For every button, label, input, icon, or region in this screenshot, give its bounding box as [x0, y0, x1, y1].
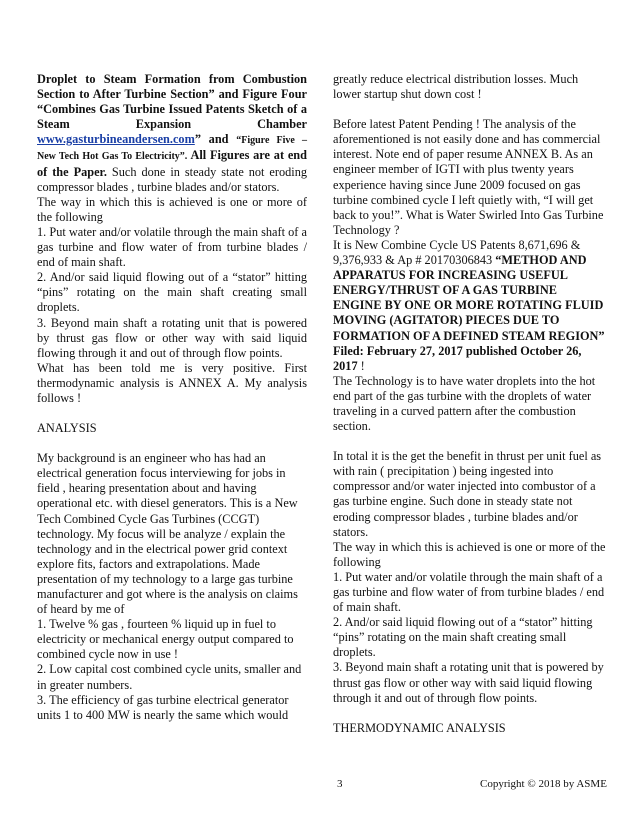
analysis-heading: ANALYSIS [37, 421, 97, 436]
claim-2: 2. Low capital cost combined cycle units, smaller and in greater numbers. [37, 662, 302, 692]
figure-five-caption: “Figure Five – New Tech Hot Gas To Electricity”. [37, 135, 307, 163]
list-item-3: 3. Beyond main shaft a rotating unit that is powered by thrust gas flow or other way with said liquid flowing through it and out of through flow points. [37, 315, 307, 360]
patent-pending-paragraph: Before latest Patent Pending ! The analysis of the aforementioned is not easily done and has commercial interest. Note end of paper resume ANNEX B. As an engineer member of IGTI with plus twenty years experience having since June 2009 focused on gas turbine combined cycle I left quietly with, “I will get back to you!”. What is Water Swirled Into Gas Turbine Technology ? [333, 117, 604, 237]
patent-title: “METHOD AND APPARATUS FOR INCREASING USEFUL ENERGY/THRUST OF A GAS TURBINE ENGINE BY ONE OR MORE ROTATING FLUID MOVING (AGITATOR) PIECES DUE TO FORMATION OF A DEFINED STEAM REGION” Filed: February 27, 2017 published October 26, 2017 [333, 253, 605, 373]
patents-end: ! [357, 358, 365, 373]
told-paragraph: What has been told me is very positive. First thermodynamic analysis is ANNEX A. My analysis follows ! [37, 360, 307, 405]
way-paragraph: The way in which this is achieved is one or more of the following [37, 194, 307, 224]
page-number: 3 [337, 778, 343, 790]
right-column [333, 72, 607, 736]
left-column [37, 72, 307, 723]
title-part-b: ” and [194, 132, 237, 147]
title-part-a: Droplet to Steam Formation from Combustion Section to After Turbine Section” and Figure Four “Combines Gas Turbine Issued Patents Sketch of a Steam Expansion Chamber [37, 72, 307, 132]
list-item-2: 2. And/or said liquid flowing out of a “stator” hitting “pins” rotating on the main shaft creating small droplets. [37, 270, 307, 315]
claim-3: 3. The efficiency of gas turbine electrical generator units 1 to 400 MW is nearly the same which would [37, 692, 289, 722]
technology-paragraph: The Technology is to have water droplets into the hot end part of the gas turbine with the droplets of water traveling in a curved pattern after the combustion section. [333, 373, 596, 434]
distribution-paragraph: greatly reduce electrical distribution losses. Much lower startup shut down cost ! [333, 72, 579, 102]
intro-rest: Such done in steady state not eroding compressor blades , turbine blades and/or stators. [37, 164, 307, 194]
background-paragraph: My background is an engineer who has had an electrical generation focus interviewing for jobs in field , hearing presentation about and having operational etc. with diesel generators. This is a New Tech Combined Cycle Gas Turbines (CCGT) technology. My focus will be analyze / explain the technology and in the electrical power grid context explore fits, factors and extrapolations. Made presentation of my technology to a large gas turbine manufacturer and got where is the analysis on claims of heard by me of [37, 451, 298, 617]
thermo-heading: THERMODYNAMIC ANALYSIS [333, 720, 506, 735]
intro-paragraph [37, 72, 307, 195]
copyright-notice: Copyright © 2018 by ASME [480, 778, 607, 790]
list-item-1-right: 1. Put water and/or volatile through the main shaft of a gas turbine and flow water of from turbine blades / end of main shaft. [333, 569, 605, 615]
claim-1: 1. Twelve % gas , fourteen % liquid up in fuel to electricity or mechanical energy output compared to combined cycle now in use ! [37, 617, 294, 662]
website-link[interactable]: www.gasturbineandersen.com [37, 132, 195, 147]
title-part-c: All Figures are at end of the Paper. [37, 148, 307, 179]
list-item-1: 1. Put water and/or volatile through the main shaft of a gas turbine and flow water of from turbine blades / end of main shaft. [37, 224, 307, 270]
way-paragraph-right: The way in which this is achieved is one or more of the following [333, 539, 606, 569]
total-paragraph: In total it is the get the benefit in thrust per unit fuel as with rain ( precipitation ) being ingested into compressor and/or water injected into combustor of a gas turbine engine. Such done in steady state not eroding compressor blades , turbine blades and/or stators. [333, 449, 602, 539]
list-item-3-right: 3. Beyond main shaft a rotating unit that is powered by thrust gas flow or other way with said liquid flowing through it and out of through flow points. [333, 660, 604, 705]
patents-paragraph [333, 238, 607, 374]
list-item-2-right: 2. And/or said liquid flowing out of a “stator” hitting “pins” rotating on the main shaft creating small droplets. [333, 615, 593, 660]
patents-intro: It is New Combine Cycle US Patents 8,671,696 & 9,376,933 & Ap # 20170306843 [333, 237, 581, 268]
